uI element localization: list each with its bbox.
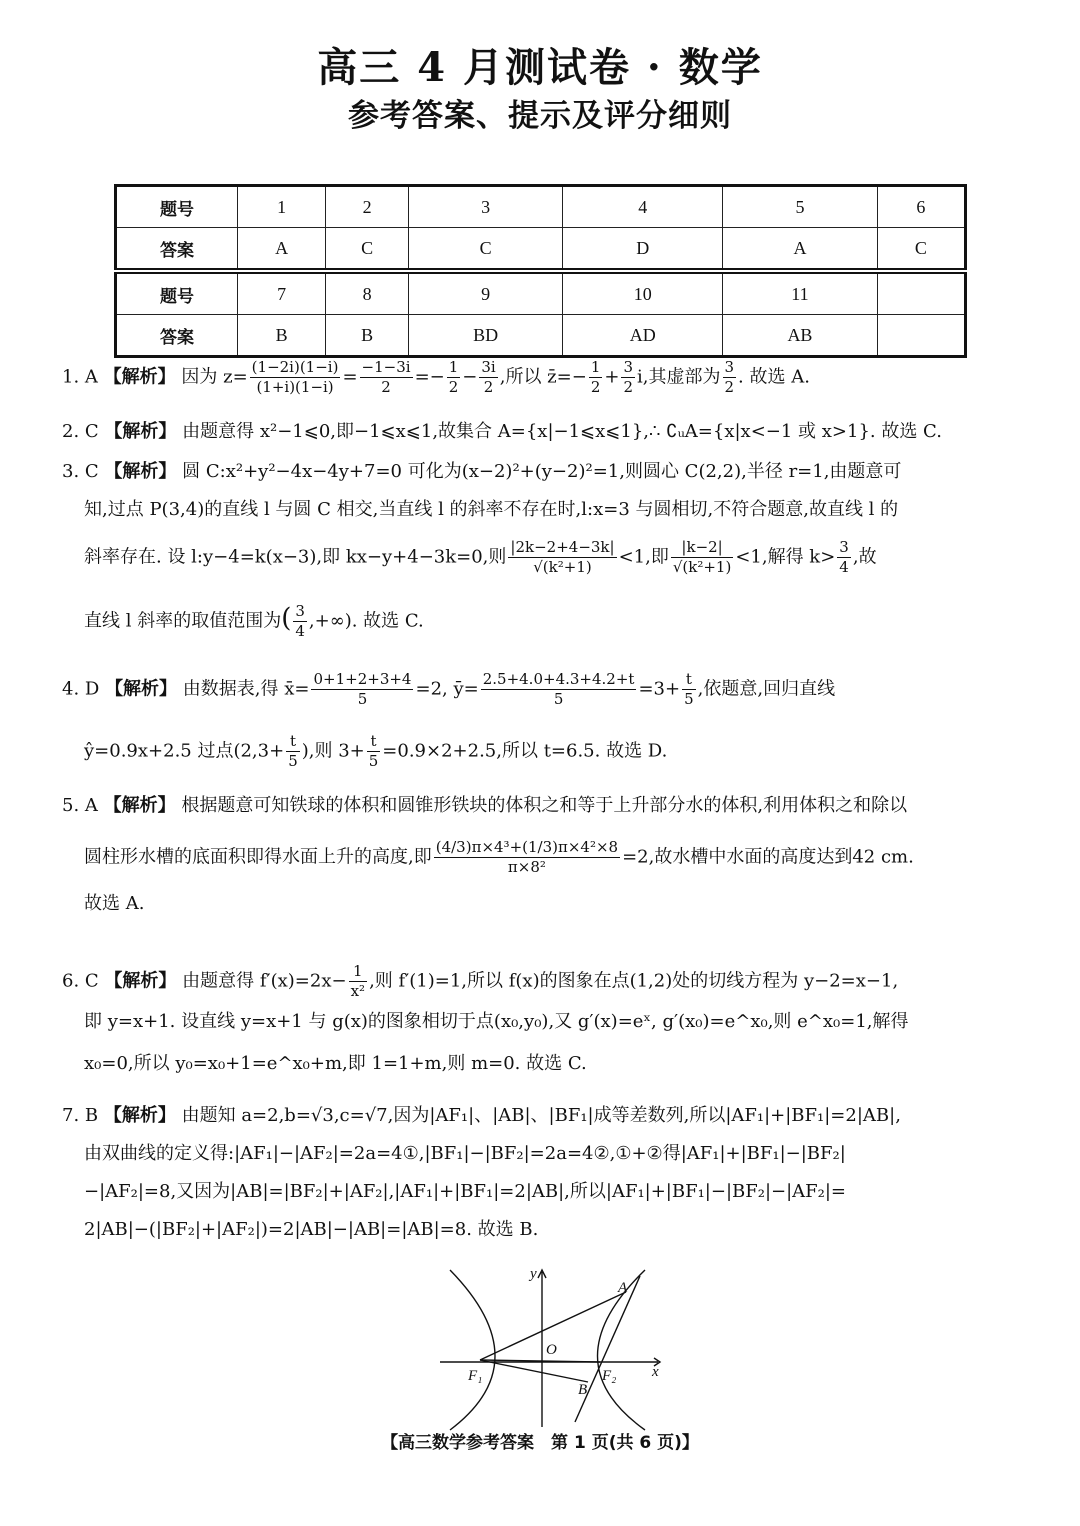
table-cell: AD	[563, 315, 723, 357]
text: 斜率存在. 设 l:y−4=k(x−3),即 kx−y+4−3k=0,则	[84, 546, 507, 568]
denominator: 5	[357, 690, 368, 708]
fraction	[671, 538, 733, 577]
question-number: 4. D	[62, 678, 100, 700]
question-number: 6. C	[62, 970, 99, 992]
text: ŷ=0.9x+2.5 过点(2,3+	[84, 740, 285, 762]
denominator: 4	[295, 622, 305, 640]
solution-text: 由双曲线的定义得:|AF₁|−|AF₂|=2a=4①,|BF₁|−|BF₂|=2a=4②,①+②得|AF₁|+|BF₁|−|BF₂|	[84, 1143, 846, 1164]
row-header: 题号	[116, 271, 238, 315]
text: =−	[414, 366, 445, 388]
text: <1,解得 k>	[735, 546, 836, 568]
table-cell: 11	[723, 271, 877, 315]
text: ,故	[852, 546, 877, 568]
question-number: 1. A	[62, 366, 98, 388]
denominator: 5	[368, 752, 379, 770]
numerator: |2k−2+4−3k|	[510, 538, 615, 556]
table-cell: A	[238, 228, 326, 272]
label-y: y	[530, 1266, 537, 1282]
fraction	[589, 358, 603, 397]
table-row	[116, 186, 966, 228]
denominator: 2	[483, 378, 494, 396]
solution-text: 由题知 a=2,b=√3,c=√7,因为|AF₁|、|AB|、|BF₁|成等差数列,所以|AF₁|+|BF₁|=2|AB|,	[181, 1105, 901, 1126]
analysis-tag: 【解析】	[103, 1105, 176, 1126]
fraction	[447, 358, 461, 397]
hyperbola-figure	[430, 1262, 670, 1432]
numerator: t	[682, 670, 696, 690]
numerator: −1−3i	[361, 358, 411, 376]
text: 由题意得 f′(x)=2x−	[182, 970, 347, 992]
solution-text: 由题意得 x²−1⩽0,即−1⩽x⩽1,故集合 A={x|−1⩽x⩽1},∴ ∁ᵤA={x|x<−1 或 x>1}. 故选 C.	[182, 421, 942, 442]
solution-text: 故选 A.	[84, 893, 145, 914]
solution-text: x₀=0,所以 y₀=x₀+1=e^x₀+m,即 1=1+m,则 m=0. 故选 C.	[84, 1053, 587, 1074]
solution-7	[62, 1104, 1022, 1242]
solution-text: −|AF₂|=8,又因为|AB|=|BF₂|+|AF₂|,|AF₁|+|BF₁|=2|AB|,所以|AF₁|+|BF₁|−|BF₂|−|AF₂|=	[84, 1181, 847, 1202]
numerator: 0+1+2+3+4	[313, 670, 412, 688]
denominator: √(k²+1)	[672, 558, 732, 576]
row-header: 题号	[116, 186, 238, 228]
text: ,则 f′(1)=1,所以 f(x)的图象在点(1,2)处的切线方程为 y−2=x−1,	[369, 970, 899, 992]
analysis-tag: 【解析】	[103, 795, 176, 816]
analysis-tag: 【解析】	[104, 970, 177, 992]
analysis-tag: 【解析】	[105, 678, 178, 700]
numerator: 3	[839, 538, 849, 556]
denominator: π×8²	[507, 858, 546, 876]
numerator: 2.5+4.0+4.3+4.2+t	[482, 670, 635, 688]
page-subtitle: 参考答案、提示及评分细则	[348, 98, 732, 134]
table-cell: 9	[408, 271, 562, 315]
text: ,所以 z̄=−	[499, 366, 587, 388]
paren: (	[281, 603, 292, 634]
numerator: 3	[724, 358, 735, 376]
segment-f1-b	[480, 1360, 588, 1382]
text: =2, ȳ=	[415, 678, 479, 700]
denominator: 5	[684, 690, 694, 708]
table-cell: A	[723, 228, 877, 272]
solution-2	[62, 420, 1022, 444]
table-cell: C	[408, 228, 562, 272]
fraction	[508, 538, 616, 577]
text: ,+∞)	[308, 610, 352, 632]
text: =	[342, 366, 358, 388]
label-b: B	[578, 1382, 588, 1398]
fraction	[293, 602, 307, 641]
denominator: 2	[448, 378, 459, 396]
text: =3+	[638, 678, 681, 700]
table-cell: 5	[723, 186, 877, 228]
table-cell	[877, 315, 965, 357]
text: =2,故水槽中水面的高度达到42 cm.	[622, 846, 914, 868]
numerator: t	[286, 732, 300, 752]
denominator: 2	[623, 378, 634, 396]
page-footer: 【高三数学参考答案 第 1 页(共 6 页)】	[381, 1433, 699, 1453]
table-row	[116, 271, 966, 315]
denominator: 2	[590, 378, 601, 396]
line-ab	[575, 1276, 640, 1422]
text: −	[462, 366, 478, 388]
text: ),则 3+	[301, 740, 365, 762]
label-f2: F₂	[602, 1368, 617, 1384]
solution-text: 2|AB|−(|BF₂|+|AF₂|)=2|AB|−|AB|=|AB|=8. 故选 B.	[84, 1219, 539, 1240]
denominator: 4	[839, 558, 849, 576]
numerator: 3i	[481, 358, 496, 376]
table-cell: 4	[563, 186, 723, 228]
denominator: 5	[553, 690, 564, 708]
row-header: 答案	[116, 228, 238, 272]
text: 直线 l 斜率的取值范围为	[84, 610, 282, 632]
denominator: 5	[288, 752, 298, 770]
table-cell: 3	[408, 186, 562, 228]
text: i,其虚部为	[637, 366, 721, 388]
table-cell: B	[326, 315, 409, 357]
table-cell	[877, 271, 965, 315]
fraction	[311, 670, 413, 709]
denominator: 2	[724, 378, 735, 396]
solution-text: 圆 C:x²+y²−4x−4y+7=0 可化为(x−2)²+(y−2)²=1,则圆心 C(2,2),半径 r=1,由题意可	[182, 461, 902, 482]
numerator: 1	[590, 358, 601, 376]
numerator: t	[367, 732, 381, 752]
question-number: 3. C	[62, 461, 99, 482]
table-row	[116, 228, 966, 272]
analysis-tag: 【解析】	[103, 366, 176, 388]
question-number: 7. B	[62, 1105, 99, 1126]
table-cell: 1	[238, 186, 326, 228]
numerator: |k−2|	[671, 538, 733, 558]
row-header: 答案	[116, 315, 238, 357]
denominator: √(k²+1)	[533, 558, 592, 576]
fraction	[479, 358, 497, 397]
text: ,依题意,回归直线	[697, 678, 836, 700]
question-number: 2. C	[62, 421, 99, 442]
left-branch	[450, 1270, 495, 1430]
table-cell: AB	[723, 315, 877, 357]
analysis-tag: 【解析】	[104, 421, 177, 442]
label-f1: F₁	[468, 1368, 483, 1384]
fraction	[349, 962, 367, 1001]
denominator: x²	[350, 982, 366, 1000]
fraction	[621, 358, 635, 397]
table-cell: B	[238, 315, 326, 357]
fraction	[723, 358, 737, 397]
answer-table	[114, 184, 967, 358]
solution-text: 知,过点 P(3,4)的直线 l 与圆 C 相交,当直线 l 的斜率不存在时,l:x=3 与圆相切,不符合题意,故直线 l 的	[84, 499, 899, 520]
solution-text: 即 y=x+1. 设直线 y=x+1 与 g(x)的图象相切于点(x₀,y₀),又 g′(x)=eˣ, g′(x₀)=e^x₀,则 e^x₀=1,解得	[84, 1011, 909, 1032]
analysis-tag: 【解析】	[104, 461, 177, 482]
question-number: 5. A	[62, 795, 98, 816]
fraction	[250, 358, 341, 397]
solution-1	[62, 358, 1022, 397]
denominator: 2	[381, 378, 391, 396]
label-a: A	[618, 1280, 628, 1296]
fraction	[434, 838, 620, 877]
page-title: 高三 4 月测试卷 · 数学	[317, 44, 763, 91]
text: 圆柱形水槽的底面积即得水面上升的高度,即	[84, 846, 432, 868]
solution-6	[62, 962, 1022, 1076]
solution-3	[62, 460, 1022, 641]
fraction	[682, 670, 696, 709]
fraction	[367, 732, 381, 771]
text: . 故选 C.	[351, 610, 424, 632]
table-cell: C	[326, 228, 409, 272]
text: 因为 z=	[181, 366, 248, 388]
table-cell: D	[563, 228, 723, 272]
table-cell: 8	[326, 271, 409, 315]
label-o: O	[546, 1342, 557, 1358]
fraction	[837, 538, 851, 577]
text: +	[604, 366, 620, 388]
table-cell: 2	[326, 186, 409, 228]
numerator: 3	[295, 602, 305, 620]
table-cell: 7	[238, 271, 326, 315]
table-cell: C	[877, 228, 965, 272]
solution-4	[62, 670, 1022, 771]
numerator: 1	[349, 962, 367, 982]
table-row	[116, 315, 966, 357]
numerator: (4/3)π×4³+(1/3)π×4²×8	[435, 838, 619, 856]
text: <1,即	[618, 546, 669, 568]
text: 由数据表,得 x̄=	[182, 678, 310, 700]
denominator: (1+i)(1−i)	[256, 378, 334, 396]
fraction	[481, 670, 637, 709]
text: =0.9×2+2.5,所以 t=6.5. 故选 D.	[382, 740, 668, 762]
label-x: x	[652, 1364, 659, 1380]
table-cell: BD	[408, 315, 562, 357]
table-cell: 6	[877, 186, 965, 228]
solution-text: 根据题意可知铁球的体积和圆锥形铁块的体积之和等于上升部分水的体积,利用体积之和除以	[181, 795, 908, 816]
fraction	[286, 732, 300, 771]
numerator: (1−2i)(1−i)	[251, 358, 339, 376]
text: . 故选 A.	[738, 366, 810, 388]
numerator: 1	[448, 358, 459, 376]
fraction	[360, 358, 413, 397]
solution-5	[62, 794, 1022, 916]
numerator: 3	[623, 358, 634, 376]
table-cell: 10	[563, 271, 723, 315]
